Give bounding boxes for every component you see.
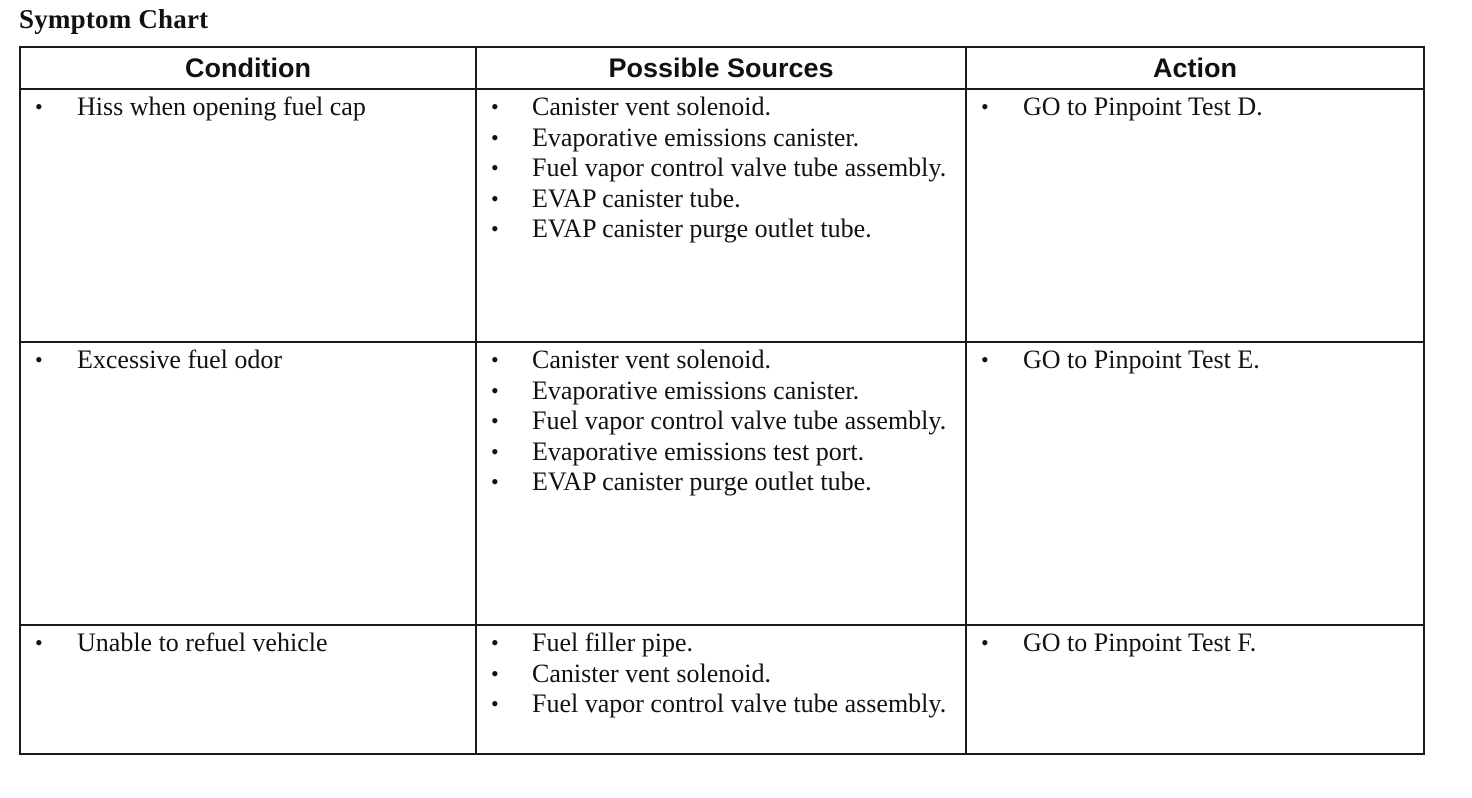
action-list bbox=[967, 626, 1423, 661]
bullet-icon: • bbox=[981, 347, 989, 372]
page-title: Symptom Chart bbox=[19, 4, 209, 34]
list-item bbox=[477, 92, 953, 123]
condition-text: Excessive fuel odor bbox=[77, 345, 283, 374]
action-text: GO to Pinpoint Test D. bbox=[1023, 92, 1263, 121]
source-text: Evaporative emissions canister. bbox=[532, 122, 860, 152]
list-item bbox=[477, 376, 953, 407]
action-cell bbox=[966, 89, 1424, 342]
source-text: Evaporative emissions canister. bbox=[532, 375, 860, 405]
condition-cell bbox=[20, 342, 476, 625]
source-text: Canister vent solenoid. bbox=[532, 658, 772, 688]
source-text: Evaporative emissions test port. bbox=[532, 436, 865, 466]
list-item bbox=[967, 628, 1411, 659]
bullet-icon: • bbox=[981, 94, 989, 119]
list-item bbox=[477, 467, 953, 498]
condition-list bbox=[21, 626, 475, 661]
bullet-icon: • bbox=[491, 408, 499, 433]
bullet-icon: • bbox=[491, 94, 499, 119]
list-item bbox=[21, 628, 463, 659]
action-text: GO to Pinpoint Test E. bbox=[1023, 345, 1260, 374]
list-item bbox=[477, 214, 953, 245]
bullet-icon: • bbox=[35, 94, 43, 119]
list-item bbox=[477, 628, 953, 659]
list-item bbox=[477, 689, 953, 720]
list-item bbox=[477, 437, 953, 468]
bullet-icon: • bbox=[491, 377, 499, 403]
table-row bbox=[20, 342, 1424, 625]
bullet-icon: • bbox=[491, 155, 499, 180]
sources-list bbox=[477, 626, 965, 722]
list-item bbox=[967, 345, 1411, 376]
list-item bbox=[477, 184, 953, 215]
list-item bbox=[967, 92, 1411, 123]
bullet-icon: • bbox=[491, 691, 499, 716]
list-item bbox=[477, 406, 953, 437]
symptom-chart-table bbox=[19, 46, 1425, 755]
header-possible-sources: Possible Sources bbox=[476, 47, 966, 89]
sources-cell bbox=[476, 625, 966, 754]
source-text: EVAP canister tube. bbox=[532, 183, 741, 213]
table-row bbox=[20, 625, 1424, 754]
bullet-icon: • bbox=[491, 185, 499, 211]
sources-list bbox=[477, 90, 965, 247]
header-action: Action bbox=[966, 47, 1424, 89]
list-item bbox=[21, 92, 463, 123]
bullet-icon: • bbox=[491, 124, 499, 150]
action-text: GO to Pinpoint Test F. bbox=[1023, 628, 1257, 657]
bullet-icon: • bbox=[491, 216, 499, 241]
source-text: Canister vent solenoid. bbox=[532, 345, 772, 374]
table-header-row bbox=[20, 47, 1424, 89]
header-condition: Condition bbox=[20, 47, 476, 89]
source-text: EVAP canister purge outlet tube. bbox=[532, 214, 872, 243]
source-text: Fuel vapor control valve tube assembly. bbox=[532, 689, 947, 718]
action-list bbox=[967, 343, 1423, 378]
list-item bbox=[477, 659, 953, 690]
list-item bbox=[477, 123, 953, 154]
condition-cell bbox=[20, 625, 476, 754]
list-item bbox=[477, 153, 953, 184]
condition-text: Hiss when opening fuel cap bbox=[77, 92, 366, 121]
sources-cell bbox=[476, 89, 966, 342]
sources-list bbox=[477, 343, 965, 500]
bullet-icon: • bbox=[491, 469, 499, 494]
bullet-icon: • bbox=[35, 630, 43, 655]
action-cell bbox=[966, 625, 1424, 754]
bullet-icon: • bbox=[981, 630, 989, 655]
bullet-icon: • bbox=[491, 660, 499, 686]
condition-list bbox=[21, 343, 475, 378]
bullet-icon: • bbox=[491, 347, 499, 372]
sources-cell bbox=[476, 342, 966, 625]
list-item bbox=[21, 345, 463, 376]
source-text: Canister vent solenoid. bbox=[532, 92, 772, 121]
source-text: EVAP canister purge outlet tube. bbox=[532, 467, 872, 496]
action-cell bbox=[966, 342, 1424, 625]
condition-list bbox=[21, 90, 475, 125]
action-list bbox=[967, 90, 1423, 125]
list-item bbox=[477, 345, 953, 376]
condition-cell bbox=[20, 89, 476, 342]
table-row bbox=[20, 89, 1424, 342]
source-text: Fuel vapor control valve tube assembly. bbox=[532, 406, 947, 435]
source-text: Fuel vapor control valve tube assembly. bbox=[532, 153, 947, 182]
condition-text: Unable to refuel vehicle bbox=[77, 628, 328, 657]
bullet-icon: • bbox=[491, 630, 499, 655]
bullet-icon: • bbox=[35, 347, 43, 372]
source-text: Fuel filler pipe. bbox=[532, 628, 694, 657]
bullet-icon: • bbox=[491, 438, 499, 464]
